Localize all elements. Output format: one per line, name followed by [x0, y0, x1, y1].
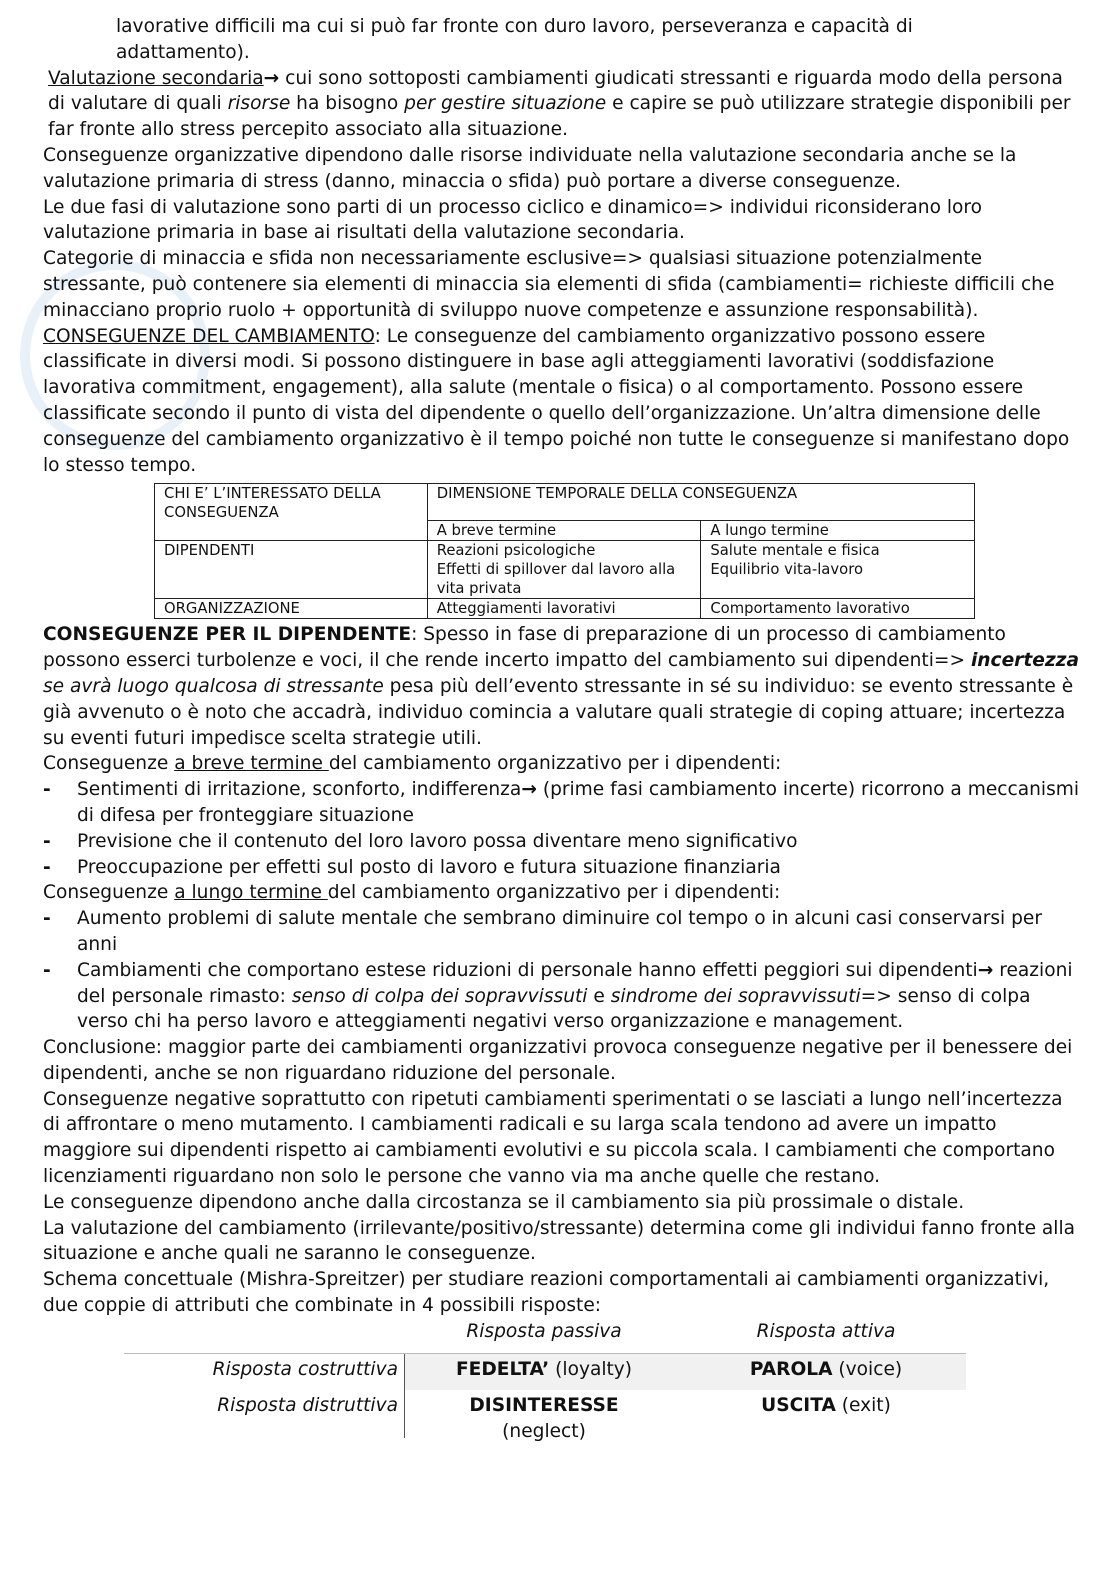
text-span: del cambiamento organizzativo per i dipendenti:: [327, 882, 781, 904]
lungo-termine-list: [43, 906, 1083, 1035]
table-cell-organizzazione-breve: Atteggiamenti lavorativi: [427, 599, 701, 619]
lungo-termine-term: a lungo termine: [174, 882, 328, 904]
continuation-line-1: lavorative difficili ma cui si può far fronte con duro lavoro, perseveranza e capacità di: [116, 16, 913, 37]
risorse-term: risorse: [227, 93, 291, 115]
conseguenze-dipendente-paragraph: [43, 622, 1083, 751]
table-header-lungo: A lungo termine: [701, 521, 975, 541]
text-span: Previsione che il contenuto del loro lavoro possa diventare meno significativo: [77, 830, 798, 852]
text-span: : Spesso in fase di preparazione di un processo di cambiamento possono esserci turbolenze e voci, il che rende incerto impatto del cambiamento sui dipendenti=>: [43, 624, 1006, 672]
text-span: DISINTERESSE: [469, 1394, 619, 1416]
incertezza-term: incertezza: [970, 650, 1080, 672]
list-item: - Preoccupazione per effetti sul posto di lavoro e futura situazione finanziaria: [43, 856, 781, 878]
valutazione-secondaria-term: Valutazione secondaria: [48, 67, 264, 89]
text-span: del cambiamento organizzativo per i dipendenti:: [328, 753, 782, 775]
breve-termine-intro: [43, 751, 1083, 777]
paragraph-conclusione: Conclusione: maggior parte dei cambiamenti organizzativi provoca conseguenze negative per il benessere dei dipendenti, anche se non riguardano riduzione del personale.: [43, 1037, 1073, 1084]
matrix-row-distruttiva: Risposta distruttiva: [217, 1394, 398, 1416]
list-item: - Sentimenti di irritazione, sconforto, indifferenza→ (prime fasi cambiamento incerte) ricorrono a meccanismi di difesa per fronteggiare situazione: [43, 779, 1080, 826]
text-span: (loyalty): [549, 1358, 633, 1380]
conseguenze-dipendente-heading: CONSEGUENZE PER IL DIPENDENTE: [43, 624, 412, 646]
list-item: - Aumento problemi di salute mentale che sembrano diminuire col tempo o in alcuni casi conservarsi per anni: [43, 908, 1043, 955]
text-span: e capire se può utilizzare strategie disponibili per far fronte allo stress percepito associato alla situazione.: [48, 93, 1071, 141]
paragraph-prossimale: Le conseguenze dipendono anche dalla circostanza se il cambiamento sia più prossimale o distale.: [43, 1191, 965, 1213]
matrix-cell-disinteresse: [414, 1393, 674, 1445]
cell-line: Salute mentale e fisica: [710, 542, 880, 560]
lungo-termine-intro: [43, 880, 1083, 906]
table-row-label-dipendenti: DIPENDENTI: [155, 541, 428, 599]
continuation-line-2: adattamento).: [116, 41, 250, 63]
matrix-divider-vertical: [404, 1354, 405, 1438]
valutazione-secondaria-paragraph: [43, 66, 1083, 143]
paragraph-conseguenze-organizzative: Conseguenze organizzative dipendono dalle risorse individuate nella valutazione secondaria anche se la valutazione primaria di stress (danno, minaccia o sfida) può portare a diverse conseguenze.: [43, 144, 1017, 192]
consequences-table: [154, 483, 975, 619]
paragraph-schema: Schema concettuale (Mishra-Spreitzer) per studiare reazioni comportamentali ai cambiamenti organizzativi, due coppie di attributi che combinate in 4 possibili risposte:: [43, 1269, 1050, 1317]
arrow-icon: →: [263, 67, 280, 89]
text-span: Cambiamenti che comportano estese riduzioni di personale hanno effetti peggiori sui dipendenti: [77, 959, 978, 981]
breve-termine-list: [43, 777, 1083, 880]
response-matrix: [43, 1319, 1083, 1442]
table-cell-dipendenti-breve: [427, 541, 701, 599]
matrix-divider-horizontal: [124, 1353, 966, 1354]
table-cell-dipendenti-lungo: [701, 541, 975, 599]
table-header-interessato: CHI E’ L’INTERESSATO DELLA CONSEGUENZA: [155, 484, 428, 541]
table-row-label-organizzazione: ORGANIZZAZIONE: [155, 599, 428, 619]
text-span: pesa più dell’evento stressante in sé su individuo: se evento stressante è già avvenuto o è noto che accadrà, individuo comincia a valutare quali strategie di coping attuare; incertezza su eventi futuri impedisce scelta strategie utili.: [43, 675, 1074, 749]
sindrome-term: sindrome dei sopravvissuti: [610, 985, 861, 1007]
text-span: Aumento problemi di salute mentale che sembrano diminuire col tempo o in alcuni casi conservarsi per anni: [77, 908, 1043, 955]
conseguenze-cambiamento-paragraph: [43, 324, 1083, 479]
matrix-header-attiva: Risposta attiva: [756, 1320, 896, 1342]
text-span: se avrà luogo qualcosa di stressante: [43, 675, 384, 697]
paragraph-categorie: Categorie di minaccia e sfida non necessariamente esclusive=> qualsiasi situazione potenzialmente stressante, può contenere sia elementi di minaccia sia elementi di sfida (cambiamenti= richieste difficili che minacciano proprio ruolo + opportunità di sviluppo nuove competenze e assunzione responsabilità).: [43, 248, 1055, 321]
text-span: cui sono sottoposti cambiamenti giudicati stressanti e riguarda modo della persona di valutare di quali: [48, 67, 1063, 115]
arrow-icon: →: [521, 779, 537, 801]
text-span: (exit): [835, 1394, 891, 1416]
text-span: Conseguenze: [43, 753, 175, 775]
list-item: - Cambiamenti che comportano estese riduzioni di personale hanno effetti peggiori sui dipendenti→ reazioni del personale rimasto: senso di colpa dei sopravvissuti e sindrome dei sopravvissuti=> senso di colpa verso chi ha perso lavoro e atteggiamenti negativi verso organizzazione e management.: [43, 959, 1073, 1033]
arrow-icon: →: [977, 959, 994, 981]
matrix-cell-uscita: [696, 1393, 956, 1419]
per-gestire-term: per gestire situazione: [404, 93, 607, 115]
text-span: e: [587, 985, 611, 1007]
text-span: PAROLA: [749, 1358, 833, 1380]
conseguenze-cambiamento-heading: CONSEGUENZE DEL CAMBIAMENTO: [43, 325, 375, 347]
text-span: Conseguenze: [43, 882, 175, 904]
table-header-breve: A breve termine: [427, 521, 701, 541]
text-span: ha bisogno: [290, 93, 405, 115]
text-span: FEDELTA’: [455, 1358, 550, 1380]
table-header-dimensione: DIMENSIONE TEMPORALE DELLA CONSEGUENZA: [427, 484, 974, 521]
breve-termine-term: a breve termine: [174, 753, 329, 775]
text-span: => senso di colpa verso chi ha perso lavoro e atteggiamenti negativi verso organizzazione e management.: [77, 985, 1031, 1033]
paragraph-due-fasi: Le due fasi di valutazione sono parti di un processo ciclico e dinamico=> individui riconsiderano loro valutazione primaria in base ai risultati della valutazione secondaria.: [43, 196, 983, 244]
cell-line: Effetti di spillover dal lavoro alla vita privata: [436, 561, 676, 598]
text-span: Sentimenti di irritazione, sconforto, indifferenza: [77, 779, 522, 801]
senso-di-colpa-term: senso di colpa dei sopravvissuti: [291, 985, 588, 1007]
text-span: (prime fasi cambiamento incerte) ricorrono a meccanismi di difesa per fronteggiare situazione: [77, 779, 1080, 826]
matrix-cell-fedelta: [414, 1357, 674, 1383]
cell-line: Reazioni psicologiche: [436, 542, 596, 560]
text-span: : Le conseguenze del cambiamento organizzativo possono essere classificate in diversi modi. Si possono distinguere in base agli atteggiamenti lavorativi (soddisfazione lavorativa commitment, engagement), alla salute (mentale o fisica) o al comportamento. Possono essere classificate secondo il punto di vista del dipendente o quello dell’organizzazione. Un’altra dimensione delle conseguenze del cambiamento organizzativo è il tempo poiché non tutte le conseguenze si manifestano dopo lo stesso tempo.: [43, 325, 1070, 476]
document-page: [43, 14, 1083, 1442]
text-span: reazioni del personale rimasto:: [77, 959, 1073, 1007]
paragraph-conseguenze-negative: Conseguenze negative soprattutto con ripetuti cambiamenti sperimentati o se lasciati a lungo nell’incertezza di affrontare o meno mutamento. I cambiamenti radicali e su larga scala tendono ad avere un impatto maggiore sui dipendenti rispetto ai cambiamenti evolutivi e su piccola scala. I cambiamenti che comportano licenziamenti riguardano non solo le persone che vanno via ma anche quelle che restano.: [43, 1088, 1063, 1188]
table-cell-organizzazione-lungo: Comportamento lavorativo: [701, 599, 975, 619]
matrix-row-costruttiva: Risposta costruttiva: [212, 1358, 398, 1380]
matrix-cell-parola: [696, 1357, 956, 1383]
list-item: - Previsione che il contenuto del loro lavoro possa diventare meno significativo: [43, 830, 798, 852]
paragraph-valutazione: La valutazione del cambiamento (irrilevante/positivo/stressante) determina come gli individui fanno fronte alla situazione e anche quali ne saranno le conseguenze.: [43, 1217, 1076, 1265]
text-span: (neglect): [502, 1420, 586, 1442]
matrix-header-passiva: Risposta passiva: [466, 1320, 622, 1342]
cell-line: Equilibrio vita-lavoro: [710, 561, 864, 579]
text-span: Preoccupazione per effetti sul posto di lavoro e futura situazione finanziaria: [77, 856, 781, 878]
text-span: USCITA: [761, 1394, 836, 1416]
text-span: (voice): [832, 1358, 903, 1380]
